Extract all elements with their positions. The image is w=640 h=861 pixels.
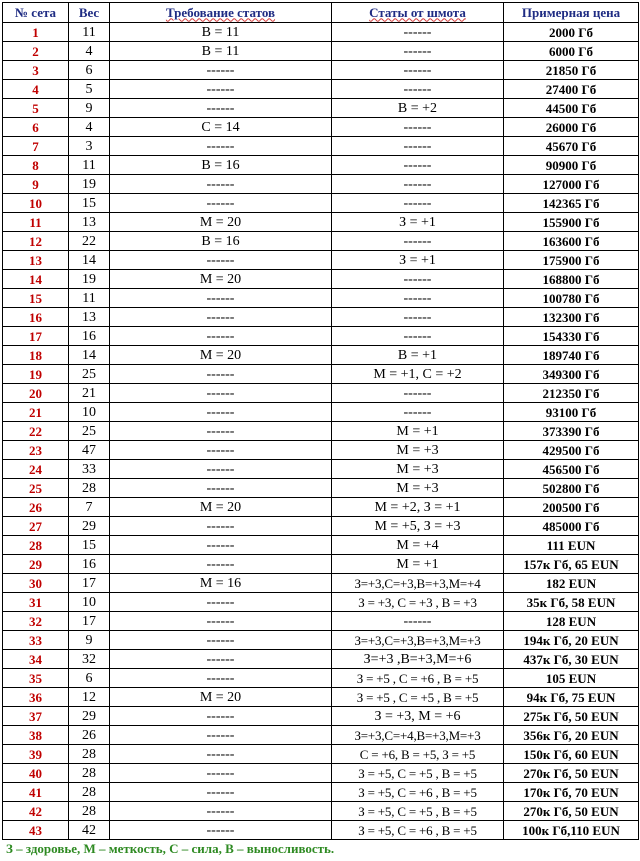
stats-from-gear-cell: ------ (332, 137, 504, 156)
header-stats-from-gear: Статы от шмота (332, 3, 504, 23)
stats-from-gear-cell: В = +2 (332, 99, 504, 118)
set-number-cell: 18 (3, 346, 69, 365)
table-row (3, 194, 639, 213)
table-row (3, 365, 639, 384)
stats-from-gear-cell: ------ (332, 327, 504, 346)
stat-requirement-cell: ------ (110, 327, 332, 346)
price-cell: 26000 Гб (504, 118, 639, 137)
stat-requirement-cell: В = 16 (110, 156, 332, 175)
stat-requirement-cell: ------ (110, 441, 332, 460)
stats-from-gear-cell: ------ (332, 612, 504, 631)
weight-cell: 28 (69, 764, 110, 783)
stat-requirement-cell: ------ (110, 61, 332, 80)
stats-from-gear-cell: З=+3 ,В=+3,М=+6 (332, 650, 504, 669)
stat-requirement-cell: ------ (110, 726, 332, 745)
set-number-cell: 27 (3, 517, 69, 536)
weight-cell: 25 (69, 422, 110, 441)
price-cell: 356к Гб, 20 EUN (504, 726, 639, 745)
table-row (3, 384, 639, 403)
table-row (3, 555, 639, 574)
stat-requirement-cell: ------ (110, 384, 332, 403)
table-row (3, 783, 639, 802)
table-row (3, 574, 639, 593)
set-number-cell: 9 (3, 175, 69, 194)
table-row (3, 346, 639, 365)
price-cell: 6000 Гб (504, 42, 639, 61)
stats-from-gear-cell: ------ (332, 194, 504, 213)
price-cell: 94к Гб, 75 EUN (504, 688, 639, 707)
set-number-cell: 22 (3, 422, 69, 441)
stats-from-gear-cell: М = +3 (332, 441, 504, 460)
set-number-cell: 20 (3, 384, 69, 403)
set-number-cell: 34 (3, 650, 69, 669)
price-cell: 182 EUN (504, 574, 639, 593)
weight-cell: 11 (69, 23, 110, 42)
price-cell: 189740 Гб (504, 346, 639, 365)
price-cell: 2000 Гб (504, 23, 639, 42)
table-row (3, 251, 639, 270)
stat-requirement-cell: ------ (110, 536, 332, 555)
price-cell: 155900 Гб (504, 213, 639, 232)
table-row (3, 308, 639, 327)
table-row (3, 156, 639, 175)
set-number-cell: 35 (3, 669, 69, 688)
table-row (3, 650, 639, 669)
stats-from-gear-cell: З = +5, С = +5 , В = +5 (332, 802, 504, 821)
stats-from-gear-cell: З = +1 (332, 251, 504, 270)
stat-requirement-cell: М = 16 (110, 574, 332, 593)
price-cell: 44500 Гб (504, 99, 639, 118)
price-cell: 373390 Гб (504, 422, 639, 441)
stats-from-gear-cell: С = +6, В = +5, З = +5 (332, 745, 504, 764)
stats-from-gear-cell: З = +5, С = +5 , В = +5 (332, 764, 504, 783)
stats-from-gear-cell: М = +1 (332, 422, 504, 441)
set-number-cell: 13 (3, 251, 69, 270)
table-row (3, 289, 639, 308)
set-number-cell: 6 (3, 118, 69, 137)
price-cell: 485000 Гб (504, 517, 639, 536)
weight-cell: 28 (69, 745, 110, 764)
header-stat-requirement: Требование статов (110, 3, 332, 23)
table-row (3, 764, 639, 783)
table-row (3, 726, 639, 745)
set-number-cell: 32 (3, 612, 69, 631)
stat-requirement-cell: С = 14 (110, 118, 332, 137)
stat-requirement-cell: ------ (110, 517, 332, 536)
table-row (3, 232, 639, 251)
price-cell: 35к Гб, 58 EUN (504, 593, 639, 612)
stats-from-gear-cell: ------ (332, 118, 504, 137)
stat-requirement-cell: В = 11 (110, 42, 332, 61)
price-cell: 168800 Гб (504, 270, 639, 289)
weight-cell: 42 (69, 821, 110, 840)
table-row (3, 403, 639, 422)
set-number-cell: 24 (3, 460, 69, 479)
price-cell: 127000 Гб (504, 175, 639, 194)
stat-requirement-cell: ------ (110, 479, 332, 498)
table-row (3, 612, 639, 631)
set-number-cell: 31 (3, 593, 69, 612)
set-number-cell: 17 (3, 327, 69, 346)
weight-cell: 47 (69, 441, 110, 460)
price-cell: 154330 Гб (504, 327, 639, 346)
stat-requirement-cell: ------ (110, 422, 332, 441)
stats-from-gear-cell: ------ (332, 175, 504, 194)
stat-requirement-cell: ------ (110, 783, 332, 802)
table-row (3, 42, 639, 61)
price-cell: 163600 Гб (504, 232, 639, 251)
stats-from-gear-cell: ------ (332, 42, 504, 61)
weight-cell: 25 (69, 365, 110, 384)
set-number-cell: 11 (3, 213, 69, 232)
table-row (3, 23, 639, 42)
weight-cell: 17 (69, 612, 110, 631)
table-row (3, 821, 639, 840)
table-row (3, 422, 639, 441)
header-approx-price: Примерная цена (504, 3, 639, 23)
stats-from-gear-cell: З = +5, С = +6 , В = +5 (332, 783, 504, 802)
stats-from-gear-cell: М = +2, З = +1 (332, 498, 504, 517)
price-cell: 21850 Гб (504, 61, 639, 80)
price-cell: 45670 Гб (504, 137, 639, 156)
stats-from-gear-cell: В = +1 (332, 346, 504, 365)
weight-cell: 28 (69, 479, 110, 498)
set-number-cell: 10 (3, 194, 69, 213)
stat-requirement-cell: ------ (110, 555, 332, 574)
price-cell: 105 EUN (504, 669, 639, 688)
weight-cell: 6 (69, 669, 110, 688)
table-row (3, 137, 639, 156)
stats-from-gear-cell: ------ (332, 384, 504, 403)
weight-cell: 7 (69, 498, 110, 517)
table-row (3, 802, 639, 821)
set-number-cell: 21 (3, 403, 69, 422)
set-number-cell: 14 (3, 270, 69, 289)
stat-requirement-cell: ------ (110, 175, 332, 194)
table-row (3, 479, 639, 498)
weight-cell: 15 (69, 194, 110, 213)
stat-requirement-cell: ------ (110, 194, 332, 213)
stat-requirement-cell: ------ (110, 308, 332, 327)
price-cell: 270к Гб, 50 EUN (504, 802, 639, 821)
weight-cell: 28 (69, 802, 110, 821)
set-number-cell: 40 (3, 764, 69, 783)
stats-from-gear-cell: З = +3, С = +3 , В = +3 (332, 593, 504, 612)
table-row (3, 688, 639, 707)
price-cell: 349300 Гб (504, 365, 639, 384)
stats-from-gear-cell: З = +3, М = +6 (332, 707, 504, 726)
stats-from-gear-cell: ------ (332, 23, 504, 42)
price-cell: 170к Гб, 70 EUN (504, 783, 639, 802)
table-row (3, 460, 639, 479)
stat-requirement-cell: М = 20 (110, 346, 332, 365)
weight-cell: 32 (69, 650, 110, 669)
table-row (3, 593, 639, 612)
weight-cell: 4 (69, 118, 110, 137)
stat-requirement-cell: ------ (110, 631, 332, 650)
stat-requirement-cell: В = 16 (110, 232, 332, 251)
stats-from-gear-cell: ------ (332, 156, 504, 175)
price-cell: 275к Гб, 50 EUN (504, 707, 639, 726)
stats-from-gear-cell: З = +5, С = +6 , В = +5 (332, 821, 504, 840)
weight-cell: 33 (69, 460, 110, 479)
set-number-cell: 37 (3, 707, 69, 726)
stats-from-gear-cell: ------ (332, 80, 504, 99)
set-number-cell: 28 (3, 536, 69, 555)
price-cell: 142365 Гб (504, 194, 639, 213)
set-number-cell: 16 (3, 308, 69, 327)
weight-cell: 12 (69, 688, 110, 707)
set-number-cell: 5 (3, 99, 69, 118)
stat-requirement-cell: М = 20 (110, 213, 332, 232)
stats-legend: З – здоровье, М – меткость, С – сила, В – выносливость. (6, 841, 335, 856)
weight-cell: 9 (69, 99, 110, 118)
set-number-cell: 4 (3, 80, 69, 99)
stat-requirement-cell: М = 20 (110, 498, 332, 517)
set-number-cell: 15 (3, 289, 69, 308)
table-row (3, 536, 639, 555)
table-row (3, 327, 639, 346)
price-cell: 90900 Гб (504, 156, 639, 175)
stats-from-gear-cell: З = +5 , С = +6 , В = +5 (332, 669, 504, 688)
stat-requirement-cell: ------ (110, 80, 332, 99)
sets-table (2, 2, 639, 840)
weight-cell: 26 (69, 726, 110, 745)
weight-cell: 29 (69, 517, 110, 536)
table-row (3, 213, 639, 232)
set-number-cell: 33 (3, 631, 69, 650)
weight-cell: 29 (69, 707, 110, 726)
table-row (3, 99, 639, 118)
price-cell: 100к Гб,110 EUN (504, 821, 639, 840)
weight-cell: 14 (69, 346, 110, 365)
stat-requirement-cell: ------ (110, 593, 332, 612)
stats-from-gear-cell: М = +1, С = +2 (332, 365, 504, 384)
table-row (3, 669, 639, 688)
price-cell: 194к Гб, 20 EUN (504, 631, 639, 650)
weight-cell: 19 (69, 270, 110, 289)
weight-cell: 21 (69, 384, 110, 403)
stat-requirement-cell: ------ (110, 821, 332, 840)
table-row (3, 707, 639, 726)
stats-from-gear-cell: М = +4 (332, 536, 504, 555)
stat-requirement-cell: ------ (110, 612, 332, 631)
set-number-cell: 29 (3, 555, 69, 574)
price-cell: 128 EUN (504, 612, 639, 631)
stat-requirement-cell: ------ (110, 669, 332, 688)
set-number-cell: 42 (3, 802, 69, 821)
stats-from-gear-cell: З = +5 , С = +5 , В = +5 (332, 688, 504, 707)
weight-cell: 16 (69, 555, 110, 574)
stat-requirement-cell: ------ (110, 251, 332, 270)
table-row (3, 631, 639, 650)
set-number-cell: 43 (3, 821, 69, 840)
set-number-cell: 3 (3, 61, 69, 80)
stats-from-gear-cell: З=+3,С=+4,В=+3,М=+3 (332, 726, 504, 745)
set-number-cell: 25 (3, 479, 69, 498)
stat-requirement-cell: ------ (110, 707, 332, 726)
weight-cell: 28 (69, 783, 110, 802)
weight-cell: 10 (69, 593, 110, 612)
header-set-number: № сета (3, 3, 69, 23)
header-weight: Вес (69, 3, 110, 23)
stat-requirement-cell: ------ (110, 650, 332, 669)
price-cell: 100780 Гб (504, 289, 639, 308)
price-cell: 157к Гб, 65 EUN (504, 555, 639, 574)
price-cell: 150к Гб, 60 EUN (504, 745, 639, 764)
stat-requirement-cell: ------ (110, 764, 332, 783)
stats-from-gear-cell: М = +3 (332, 479, 504, 498)
weight-cell: 6 (69, 61, 110, 80)
stats-from-gear-cell: ------ (332, 403, 504, 422)
weight-cell: 4 (69, 42, 110, 61)
stats-from-gear-cell: М = +3 (332, 460, 504, 479)
header-row (3, 3, 639, 23)
stats-from-gear-cell: М = +5, З = +3 (332, 517, 504, 536)
set-number-cell: 30 (3, 574, 69, 593)
weight-cell: 14 (69, 251, 110, 270)
set-number-cell: 19 (3, 365, 69, 384)
price-cell: 132300 Гб (504, 308, 639, 327)
table-row (3, 745, 639, 764)
stat-requirement-cell: ------ (110, 289, 332, 308)
table-row (3, 175, 639, 194)
stat-requirement-cell: М = 20 (110, 688, 332, 707)
stat-requirement-cell: ------ (110, 137, 332, 156)
weight-cell: 11 (69, 289, 110, 308)
stat-requirement-cell: ------ (110, 99, 332, 118)
set-number-cell: 2 (3, 42, 69, 61)
weight-cell: 22 (69, 232, 110, 251)
set-number-cell: 38 (3, 726, 69, 745)
stats-from-gear-cell: З=+3,С=+3,В=+3,М=+4 (332, 574, 504, 593)
table-row (3, 498, 639, 517)
stat-requirement-cell: ------ (110, 403, 332, 422)
table-body (3, 23, 639, 840)
stats-from-gear-cell: ------ (332, 289, 504, 308)
stat-requirement-cell: ------ (110, 802, 332, 821)
weight-cell: 13 (69, 308, 110, 327)
price-cell: 502800 Гб (504, 479, 639, 498)
set-number-cell: 36 (3, 688, 69, 707)
stats-from-gear-cell: ------ (332, 270, 504, 289)
table-row (3, 61, 639, 80)
price-cell: 93100 Гб (504, 403, 639, 422)
price-cell: 175900 Гб (504, 251, 639, 270)
weight-cell: 13 (69, 213, 110, 232)
table-row (3, 441, 639, 460)
stats-from-gear-cell: ------ (332, 61, 504, 80)
set-number-cell: 1 (3, 23, 69, 42)
price-cell: 212350 Гб (504, 384, 639, 403)
stats-from-gear-cell: З = +1 (332, 213, 504, 232)
price-cell: 27400 Гб (504, 80, 639, 99)
set-number-cell: 8 (3, 156, 69, 175)
price-cell: 111 EUN (504, 536, 639, 555)
set-number-cell: 41 (3, 783, 69, 802)
table-row (3, 517, 639, 536)
stats-from-gear-cell: М = +1 (332, 555, 504, 574)
weight-cell: 11 (69, 156, 110, 175)
weight-cell: 3 (69, 137, 110, 156)
price-cell: 270к Гб, 50 EUN (504, 764, 639, 783)
weight-cell: 19 (69, 175, 110, 194)
stat-requirement-cell: ------ (110, 365, 332, 384)
stats-from-gear-cell: ------ (332, 308, 504, 327)
stat-requirement-cell: ------ (110, 460, 332, 479)
stat-requirement-cell: М = 20 (110, 270, 332, 289)
table-row (3, 80, 639, 99)
weight-cell: 9 (69, 631, 110, 650)
table-row (3, 270, 639, 289)
weight-cell: 5 (69, 80, 110, 99)
weight-cell: 15 (69, 536, 110, 555)
stat-requirement-cell: В = 11 (110, 23, 332, 42)
set-number-cell: 7 (3, 137, 69, 156)
set-number-cell: 12 (3, 232, 69, 251)
price-cell: 200500 Гб (504, 498, 639, 517)
weight-cell: 10 (69, 403, 110, 422)
price-cell: 429500 Гб (504, 441, 639, 460)
set-number-cell: 23 (3, 441, 69, 460)
table-row (3, 118, 639, 137)
set-number-cell: 26 (3, 498, 69, 517)
set-number-cell: 39 (3, 745, 69, 764)
stats-from-gear-cell: З=+3,С=+3,В=+3,М=+3 (332, 631, 504, 650)
stats-from-gear-cell: ------ (332, 232, 504, 251)
stat-requirement-cell: ------ (110, 745, 332, 764)
weight-cell: 16 (69, 327, 110, 346)
price-cell: 456500 Гб (504, 460, 639, 479)
weight-cell: 17 (69, 574, 110, 593)
price-cell: 437к Гб, 30 EUN (504, 650, 639, 669)
